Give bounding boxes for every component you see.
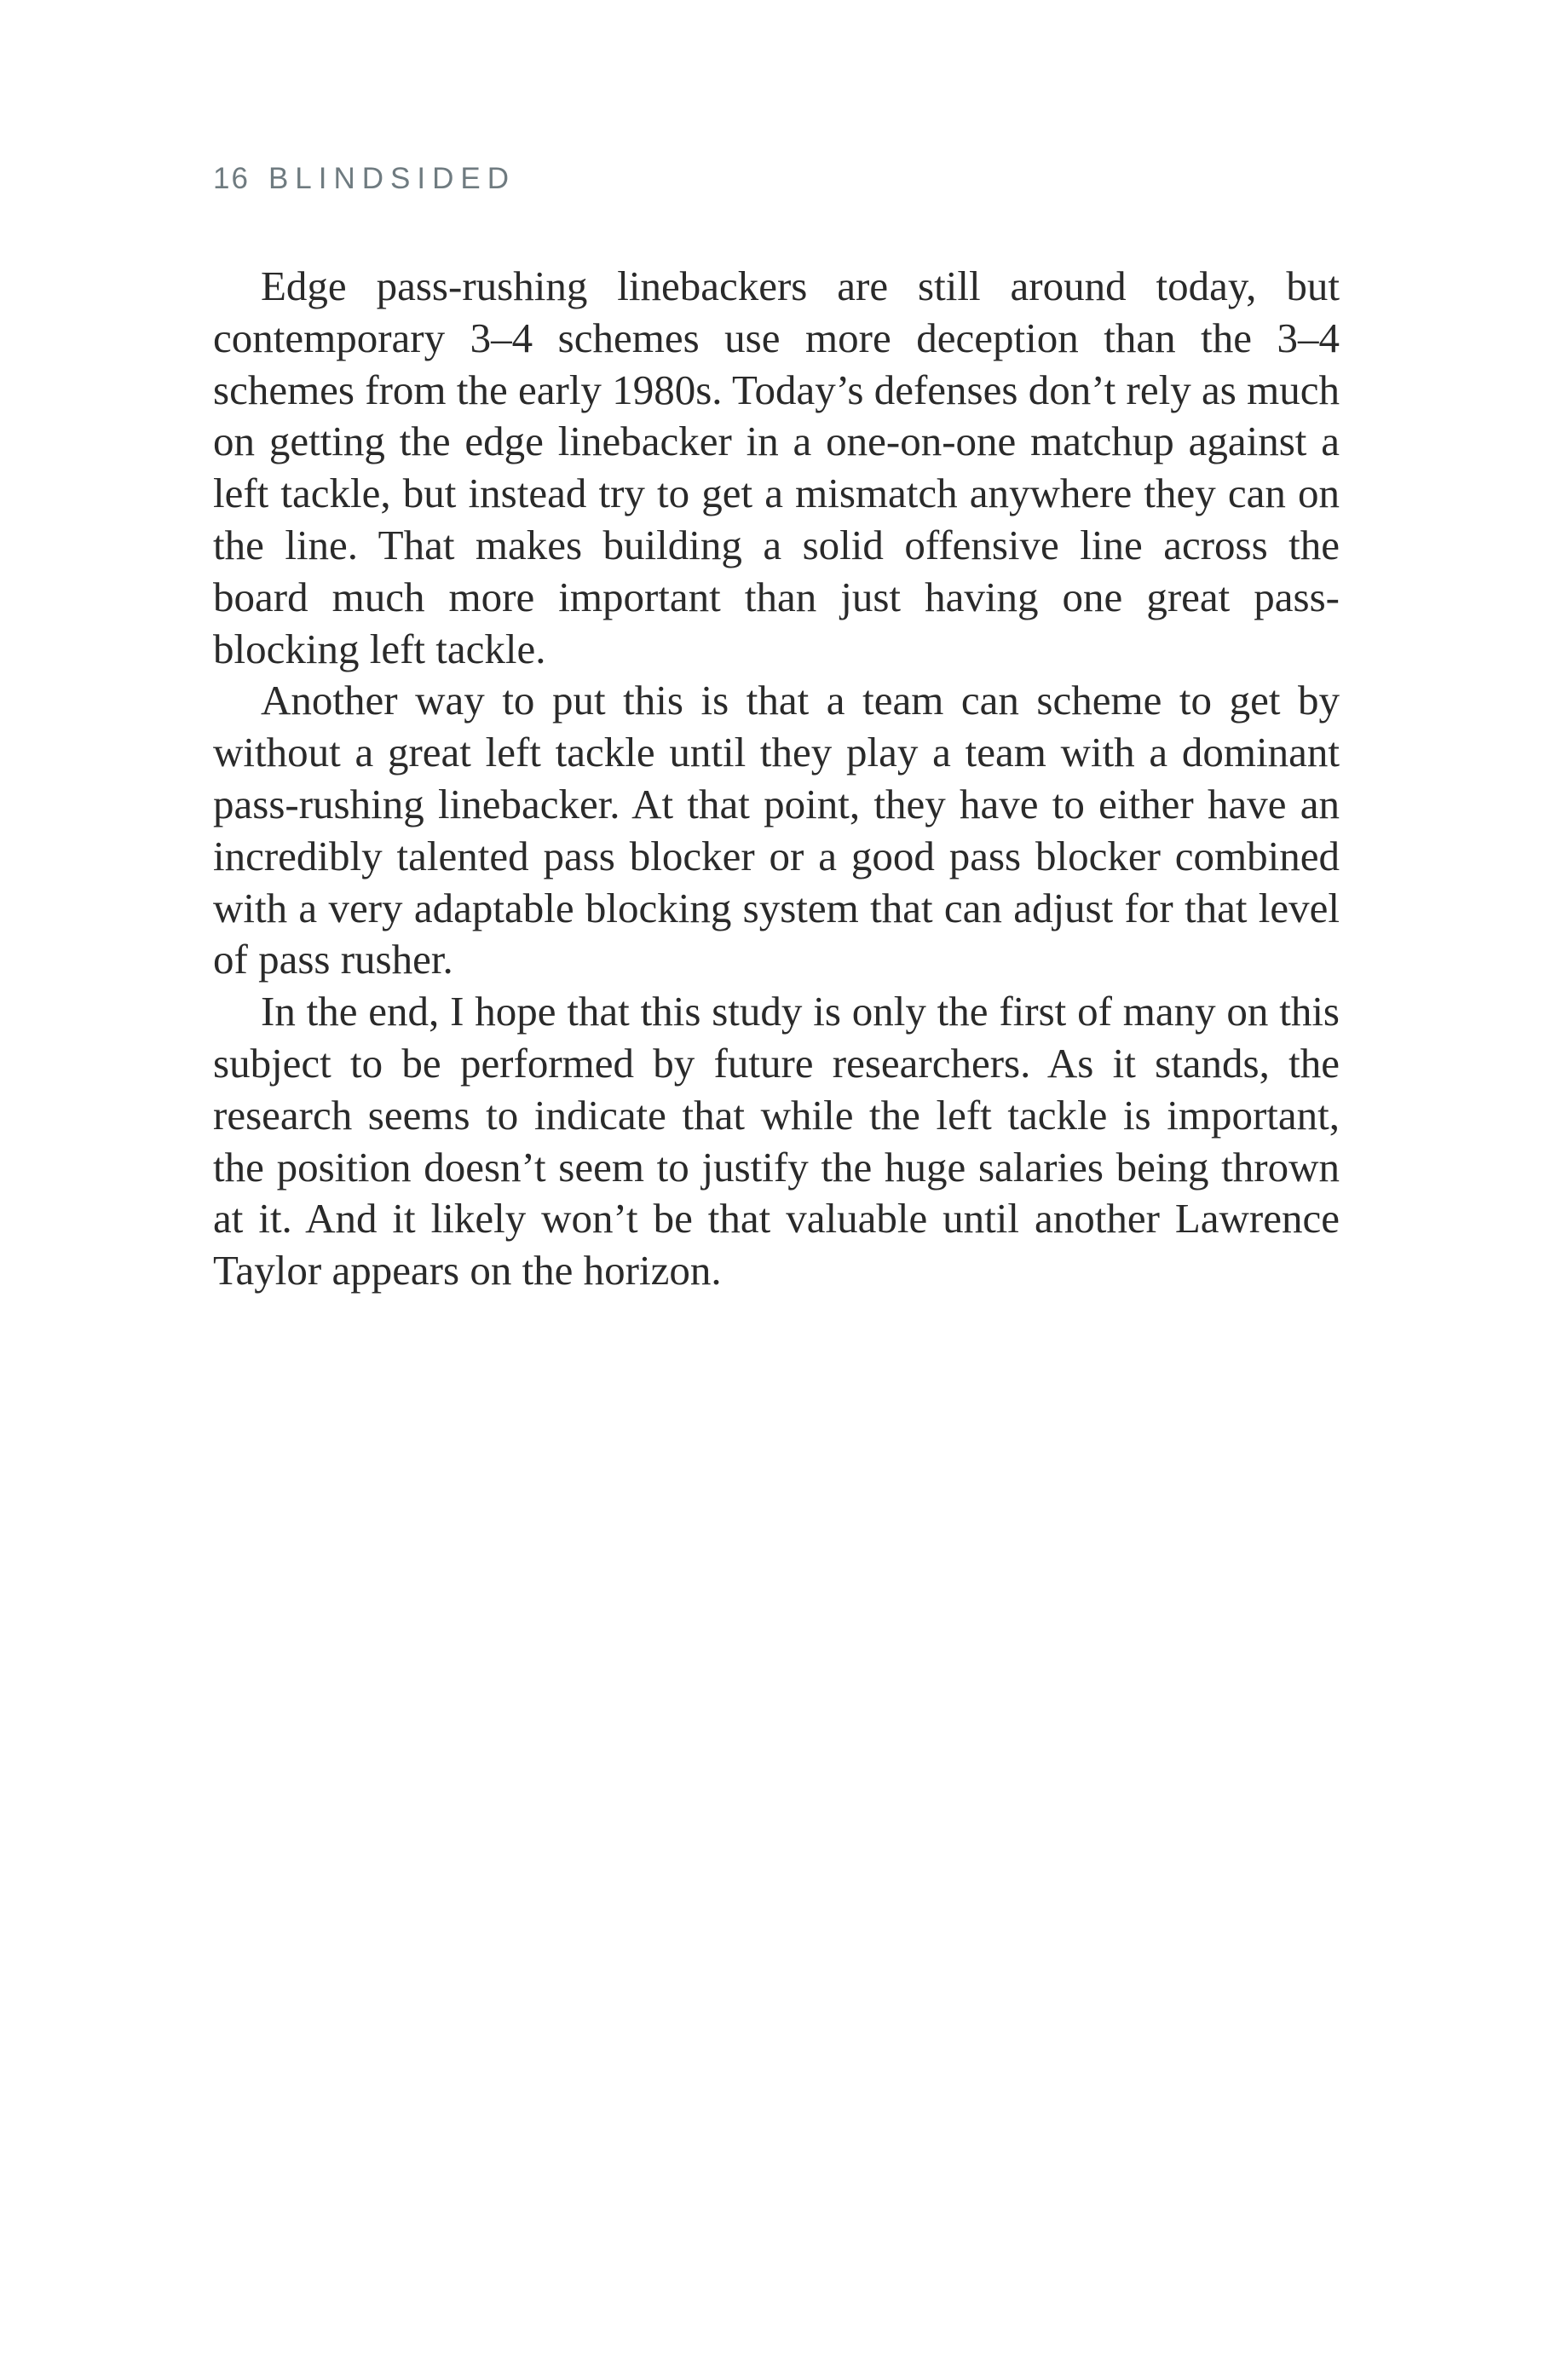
body-text	[213, 261, 1340, 1297]
paragraph-2: Another way to put this is that a team can scheme to get by without a great left tackle until they play a team with a dominant pass-rushing linebacker. At that point, they have to either have an incredibly talented pass blocker or a good pass blocker combined with a very adaptable blocking system that can adjust for that level of pass rusher.	[213, 677, 1340, 983]
paragraph-3: In the end, I hope that this study is only the first of many on this subject to be performed by future researchers. As it stands, the research seems to indicate that while the left tackle is important, the position doesn’t seem to justify the huge salaries being thrown at it. And it likely won’t be that valuable until another Lawrence Taylor appears on the horizon.	[213, 988, 1340, 1294]
running-head	[213, 159, 516, 199]
paragraph-1: Edge pass-rushing linebackers are still around today, but contemporary 3–4 schemes use more deception than the 3–4 schemes from the early 1980s. Today’s defenses don’t rely as much on getting the edge linebacker in a one-on-one matchup against a left tackle, but instead try to get a mismatch anywhere they can on the line. That makes building a solid offensive line across the board much more important than just having one great pass-blocking left tackle.	[213, 262, 1340, 672]
book-title: BLINDSIDED	[268, 162, 516, 195]
page-number: 16	[213, 162, 250, 195]
